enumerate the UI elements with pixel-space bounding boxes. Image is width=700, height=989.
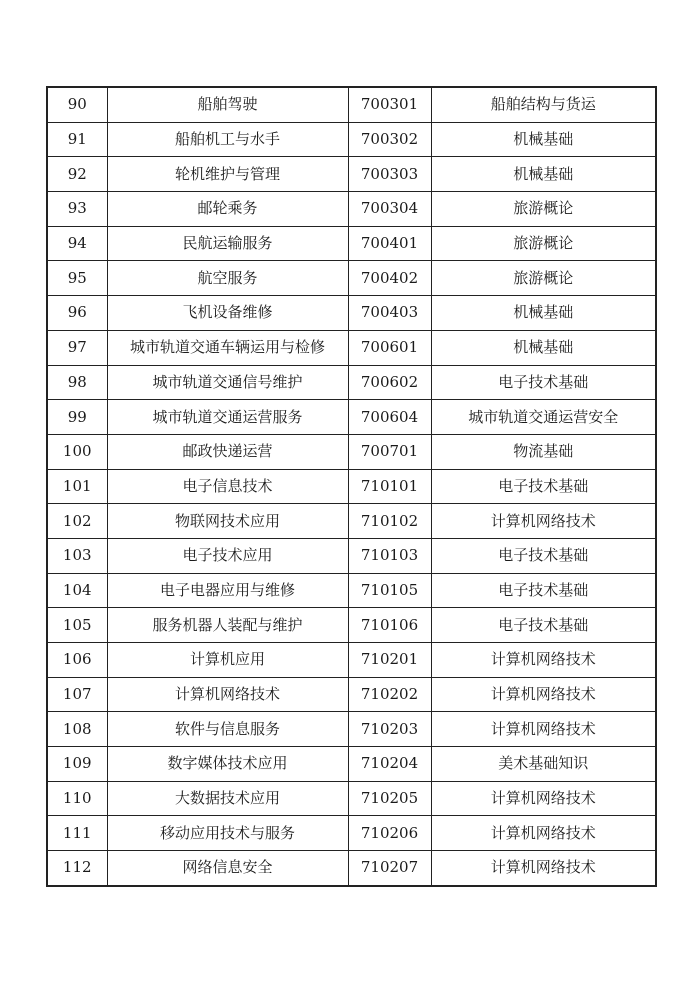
row-number-cell: 103 bbox=[47, 538, 107, 573]
row-number-cell: 93 bbox=[47, 192, 107, 227]
exam-subject-cell: 计算机网络技术 bbox=[431, 643, 656, 678]
table-row bbox=[47, 122, 656, 157]
specialty-code-cell: 710206 bbox=[348, 816, 431, 851]
exam-subject-cell: 计算机网络技术 bbox=[431, 677, 656, 712]
table-row bbox=[47, 712, 656, 747]
specialty-name-cell: 邮轮乘务 bbox=[107, 192, 348, 227]
exam-subject-cell: 美术基础知识 bbox=[431, 747, 656, 782]
specialty-code-cell: 700602 bbox=[348, 365, 431, 400]
specialty-name-cell: 飞机设备维修 bbox=[107, 296, 348, 331]
table-row bbox=[47, 816, 656, 851]
table-row bbox=[47, 781, 656, 816]
specialty-name-cell: 计算机应用 bbox=[107, 643, 348, 678]
row-number-cell: 91 bbox=[47, 122, 107, 157]
table-body bbox=[47, 87, 656, 886]
specialty-code-cell: 710205 bbox=[348, 781, 431, 816]
table-row bbox=[47, 747, 656, 782]
row-number-cell: 105 bbox=[47, 608, 107, 643]
specialty-code-cell: 710203 bbox=[348, 712, 431, 747]
specialty-name-cell: 船舶机工与水手 bbox=[107, 122, 348, 157]
row-number-cell: 95 bbox=[47, 261, 107, 296]
table-row bbox=[47, 296, 656, 331]
specialty-code-cell: 700301 bbox=[348, 87, 431, 122]
specialty-code-cell: 700303 bbox=[348, 157, 431, 192]
table-row bbox=[47, 643, 656, 678]
row-number-cell: 102 bbox=[47, 504, 107, 539]
table-row bbox=[47, 330, 656, 365]
specialty-code-cell: 710204 bbox=[348, 747, 431, 782]
exam-subject-cell: 机械基础 bbox=[431, 296, 656, 331]
specialty-name-cell: 移动应用技术与服务 bbox=[107, 816, 348, 851]
specialty-code-cell: 710202 bbox=[348, 677, 431, 712]
row-number-cell: 110 bbox=[47, 781, 107, 816]
exam-subject-cell: 计算机网络技术 bbox=[431, 781, 656, 816]
table-row bbox=[47, 192, 656, 227]
specialty-name-cell: 电子信息技术 bbox=[107, 469, 348, 504]
table-row bbox=[47, 573, 656, 608]
row-number-cell: 108 bbox=[47, 712, 107, 747]
exam-subject-cell: 机械基础 bbox=[431, 157, 656, 192]
exam-subject-cell: 计算机网络技术 bbox=[431, 851, 656, 886]
specialty-name-cell: 软件与信息服务 bbox=[107, 712, 348, 747]
row-number-cell: 101 bbox=[47, 469, 107, 504]
specialty-name-cell: 服务机器人装配与维护 bbox=[107, 608, 348, 643]
row-number-cell: 107 bbox=[47, 677, 107, 712]
exam-subject-cell: 电子技术基础 bbox=[431, 608, 656, 643]
specialty-name-cell: 航空服务 bbox=[107, 261, 348, 296]
table-row bbox=[47, 261, 656, 296]
row-number-cell: 111 bbox=[47, 816, 107, 851]
row-number-cell: 90 bbox=[47, 87, 107, 122]
specialty-name-cell: 城市轨道交通车辆运用与检修 bbox=[107, 330, 348, 365]
exam-subject-cell: 电子技术基础 bbox=[431, 469, 656, 504]
specialty-code-cell: 700601 bbox=[348, 330, 431, 365]
exam-subject-cell: 计算机网络技术 bbox=[431, 504, 656, 539]
specialty-code-cell: 710207 bbox=[348, 851, 431, 886]
table-row bbox=[47, 469, 656, 504]
row-number-cell: 100 bbox=[47, 434, 107, 469]
exam-subject-cell: 旅游概论 bbox=[431, 192, 656, 227]
table-row bbox=[47, 226, 656, 261]
exam-subject-cell: 计算机网络技术 bbox=[431, 816, 656, 851]
table-row bbox=[47, 400, 656, 435]
specialty-code-cell: 700402 bbox=[348, 261, 431, 296]
specialty-code-cell: 700304 bbox=[348, 192, 431, 227]
exam-subject-cell: 机械基础 bbox=[431, 122, 656, 157]
specialty-code-cell: 700302 bbox=[348, 122, 431, 157]
row-number-cell: 104 bbox=[47, 573, 107, 608]
specialty-name-cell: 物联网技术应用 bbox=[107, 504, 348, 539]
exam-subject-cell: 电子技术基础 bbox=[431, 365, 656, 400]
row-number-cell: 97 bbox=[47, 330, 107, 365]
table-row bbox=[47, 87, 656, 122]
specialty-code-cell: 710106 bbox=[348, 608, 431, 643]
table-row bbox=[47, 365, 656, 400]
table-row bbox=[47, 538, 656, 573]
row-number-cell: 106 bbox=[47, 643, 107, 678]
exam-subject-cell: 物流基础 bbox=[431, 434, 656, 469]
specialty-code-cell: 710201 bbox=[348, 643, 431, 678]
specialty-code-cell: 700403 bbox=[348, 296, 431, 331]
exam-subject-cell: 旅游概论 bbox=[431, 261, 656, 296]
specialty-name-cell: 轮机维护与管理 bbox=[107, 157, 348, 192]
row-number-cell: 92 bbox=[47, 157, 107, 192]
exam-subject-cell: 计算机网络技术 bbox=[431, 712, 656, 747]
specialty-code-cell: 700401 bbox=[348, 226, 431, 261]
exam-subject-cell: 城市轨道交通运营安全 bbox=[431, 400, 656, 435]
specialty-name-cell: 民航运输服务 bbox=[107, 226, 348, 261]
specialty-table bbox=[46, 86, 657, 887]
exam-subject-cell: 电子技术基础 bbox=[431, 538, 656, 573]
specialty-code-cell: 700604 bbox=[348, 400, 431, 435]
row-number-cell: 96 bbox=[47, 296, 107, 331]
specialty-name-cell: 电子电器应用与维修 bbox=[107, 573, 348, 608]
table-row bbox=[47, 434, 656, 469]
table-row bbox=[47, 504, 656, 539]
exam-subject-cell: 机械基础 bbox=[431, 330, 656, 365]
row-number-cell: 99 bbox=[47, 400, 107, 435]
row-number-cell: 109 bbox=[47, 747, 107, 782]
table-row bbox=[47, 608, 656, 643]
table-row bbox=[47, 157, 656, 192]
specialty-code-cell: 710102 bbox=[348, 504, 431, 539]
specialty-name-cell: 城市轨道交通运营服务 bbox=[107, 400, 348, 435]
exam-subject-cell: 旅游概论 bbox=[431, 226, 656, 261]
specialty-code-cell: 710105 bbox=[348, 573, 431, 608]
specialty-name-cell: 船舶驾驶 bbox=[107, 87, 348, 122]
row-number-cell: 112 bbox=[47, 851, 107, 886]
specialty-name-cell: 大数据技术应用 bbox=[107, 781, 348, 816]
row-number-cell: 94 bbox=[47, 226, 107, 261]
specialty-code-cell: 700701 bbox=[348, 434, 431, 469]
specialty-name-cell: 数字媒体技术应用 bbox=[107, 747, 348, 782]
specialty-name-cell: 电子技术应用 bbox=[107, 538, 348, 573]
table-row bbox=[47, 851, 656, 886]
specialty-name-cell: 城市轨道交通信号维护 bbox=[107, 365, 348, 400]
specialty-name-cell: 计算机网络技术 bbox=[107, 677, 348, 712]
specialty-name-cell: 邮政快递运营 bbox=[107, 434, 348, 469]
row-number-cell: 98 bbox=[47, 365, 107, 400]
exam-subject-cell: 电子技术基础 bbox=[431, 573, 656, 608]
specialty-name-cell: 网络信息安全 bbox=[107, 851, 348, 886]
exam-subject-cell: 船舶结构与货运 bbox=[431, 87, 656, 122]
table-row bbox=[47, 677, 656, 712]
specialty-code-cell: 710101 bbox=[348, 469, 431, 504]
specialty-code-cell: 710103 bbox=[348, 538, 431, 573]
